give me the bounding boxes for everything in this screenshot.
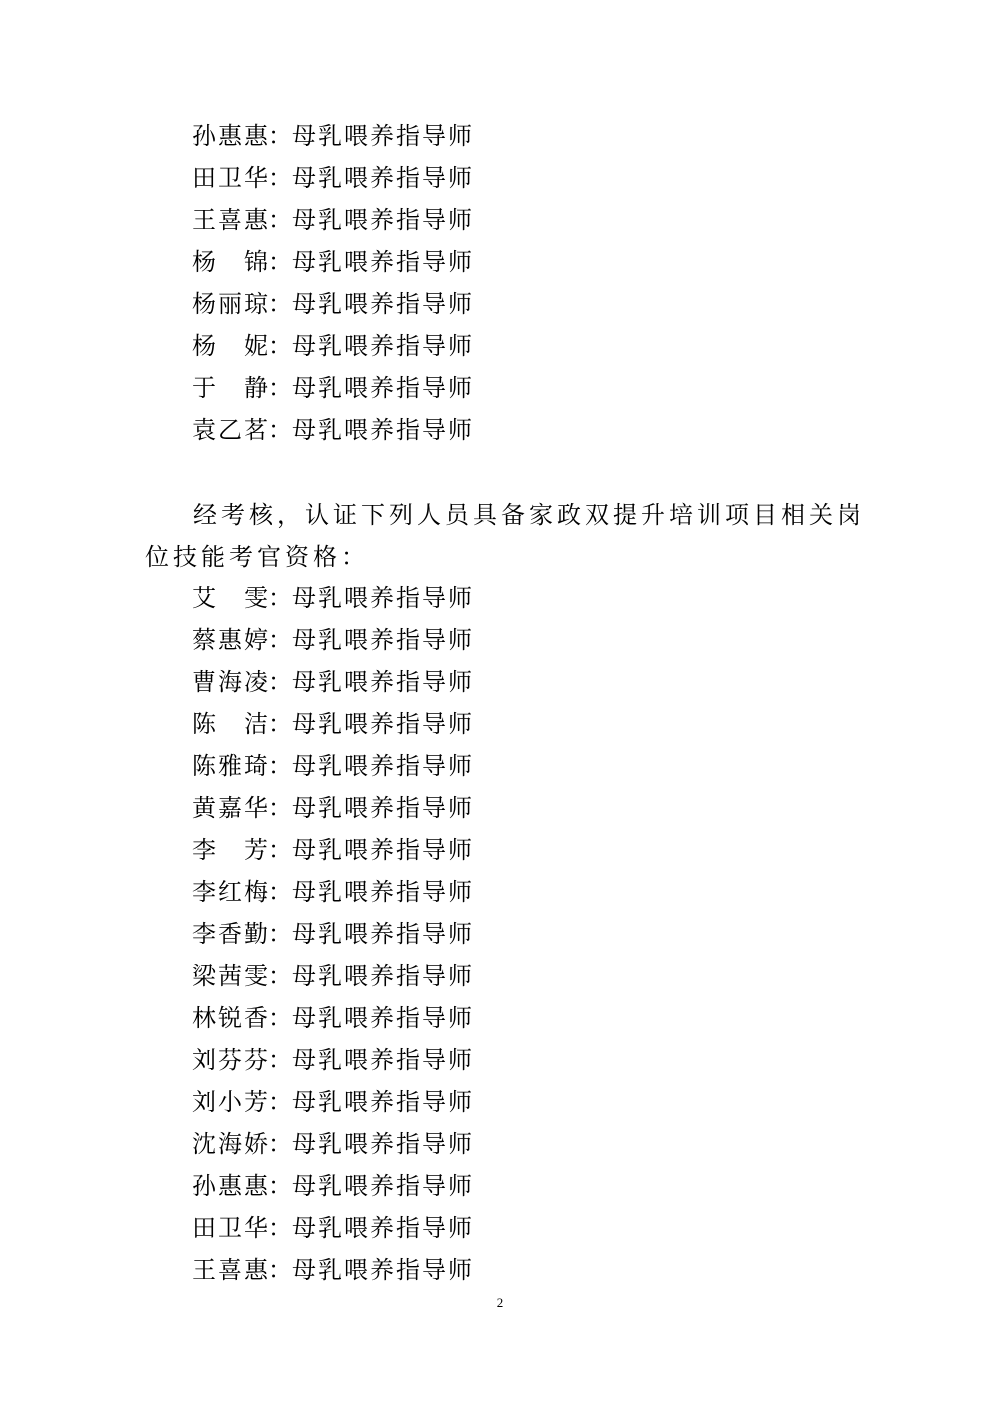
colon-separator: ： bbox=[268, 332, 292, 360]
list-item bbox=[192, 1081, 612, 1123]
colon-separator: ： bbox=[268, 626, 292, 654]
job-role: 母乳喂养指导师 bbox=[292, 584, 474, 612]
job-role: 母乳喂养指导师 bbox=[292, 1130, 474, 1158]
list-item bbox=[192, 199, 612, 241]
person-name: 田卫华 bbox=[192, 164, 268, 192]
job-role: 母乳喂养指导师 bbox=[292, 962, 474, 990]
person-name: 于静 bbox=[192, 374, 268, 402]
job-role: 母乳喂养指导师 bbox=[292, 1088, 474, 1116]
colon-separator: ： bbox=[268, 920, 292, 948]
page-number: 2 bbox=[496, 1295, 504, 1310]
list-item bbox=[192, 745, 612, 787]
person-name: 林锐香 bbox=[192, 1004, 268, 1032]
person-name: 曹海凌 bbox=[192, 668, 268, 696]
job-role: 母乳喂养指导师 bbox=[292, 248, 474, 276]
job-role: 母乳喂养指导师 bbox=[292, 332, 474, 360]
job-role: 母乳喂养指导师 bbox=[292, 122, 474, 150]
person-name: 袁乙茗 bbox=[192, 416, 268, 444]
list-item bbox=[192, 787, 612, 829]
colon-separator: ： bbox=[268, 1172, 292, 1200]
colon-separator: ： bbox=[268, 416, 292, 444]
job-role: 母乳喂养指导师 bbox=[292, 878, 474, 906]
list-item bbox=[192, 1039, 612, 1081]
person-name: 王喜惠 bbox=[192, 1256, 268, 1284]
job-role: 母乳喂养指导师 bbox=[292, 290, 474, 318]
list-item bbox=[192, 241, 612, 283]
colon-separator: ： bbox=[268, 1214, 292, 1242]
personnel-list-continued bbox=[192, 115, 612, 451]
list-item bbox=[192, 955, 612, 997]
colon-separator: ： bbox=[268, 122, 292, 150]
person-name: 刘芬芬 bbox=[192, 1046, 268, 1074]
person-name: 蔡惠婷 bbox=[192, 626, 268, 654]
colon-separator: ： bbox=[268, 878, 292, 906]
person-name: 陈雅琦 bbox=[192, 752, 268, 780]
person-name: 陈洁 bbox=[192, 710, 268, 738]
job-role: 母乳喂养指导师 bbox=[292, 752, 474, 780]
job-role: 母乳喂养指导师 bbox=[292, 836, 474, 864]
person-name: 杨妮 bbox=[192, 332, 268, 360]
job-role: 母乳喂养指导师 bbox=[292, 710, 474, 738]
list-item bbox=[192, 703, 612, 745]
job-role: 母乳喂养指导师 bbox=[292, 1172, 474, 1200]
list-item bbox=[192, 997, 612, 1039]
list-item bbox=[192, 409, 612, 451]
colon-separator: ： bbox=[268, 668, 292, 696]
job-role: 母乳喂养指导师 bbox=[292, 920, 474, 948]
job-role: 母乳喂养指导师 bbox=[292, 164, 474, 192]
person-name: 沈海娇 bbox=[192, 1130, 268, 1158]
colon-separator: ： bbox=[268, 374, 292, 402]
job-role: 母乳喂养指导师 bbox=[292, 794, 474, 822]
colon-separator: ： bbox=[268, 752, 292, 780]
list-item bbox=[192, 325, 612, 367]
list-item bbox=[192, 871, 612, 913]
person-name: 孙惠惠 bbox=[192, 1172, 268, 1200]
certification-paragraph bbox=[145, 494, 865, 578]
list-item bbox=[192, 367, 612, 409]
list-item bbox=[192, 661, 612, 703]
person-name: 李芳 bbox=[192, 836, 268, 864]
job-role: 母乳喂养指导师 bbox=[292, 374, 474, 402]
person-name: 孙惠惠 bbox=[192, 122, 268, 150]
list-item bbox=[192, 1165, 612, 1207]
job-role: 母乳喂养指导师 bbox=[292, 206, 474, 234]
colon-separator: ： bbox=[268, 836, 292, 864]
colon-separator: ： bbox=[268, 1004, 292, 1032]
person-name: 黄嘉华 bbox=[192, 794, 268, 822]
list-item bbox=[192, 829, 612, 871]
colon-separator: ： bbox=[268, 248, 292, 276]
list-item bbox=[192, 1249, 612, 1291]
examiner-list bbox=[192, 577, 612, 1291]
job-role: 母乳喂养指导师 bbox=[292, 668, 474, 696]
list-item bbox=[192, 913, 612, 955]
list-item bbox=[192, 619, 612, 661]
colon-separator: ： bbox=[268, 584, 292, 612]
list-item bbox=[192, 157, 612, 199]
colon-separator: ： bbox=[268, 206, 292, 234]
colon-separator: ： bbox=[268, 962, 292, 990]
colon-separator: ： bbox=[268, 794, 292, 822]
colon-separator: ： bbox=[268, 710, 292, 738]
list-item bbox=[192, 283, 612, 325]
person-name: 王喜惠 bbox=[192, 206, 268, 234]
list-item bbox=[192, 115, 612, 157]
person-name: 艾雯 bbox=[192, 584, 268, 612]
list-item bbox=[192, 1207, 612, 1249]
job-role: 母乳喂养指导师 bbox=[292, 416, 474, 444]
list-item bbox=[192, 577, 612, 619]
colon-separator: ： bbox=[268, 290, 292, 318]
person-name: 李香勤 bbox=[192, 920, 268, 948]
person-name: 杨丽琼 bbox=[192, 290, 268, 318]
job-role: 母乳喂养指导师 bbox=[292, 1046, 474, 1074]
job-role: 母乳喂养指导师 bbox=[292, 1256, 474, 1284]
job-role: 母乳喂养指导师 bbox=[292, 1214, 474, 1242]
person-name: 梁茜雯 bbox=[192, 962, 268, 990]
colon-separator: ： bbox=[268, 1130, 292, 1158]
person-name: 刘小芳 bbox=[192, 1088, 268, 1116]
person-name: 李红梅 bbox=[192, 878, 268, 906]
job-role: 母乳喂养指导师 bbox=[292, 1004, 474, 1032]
person-name: 杨锦 bbox=[192, 248, 268, 276]
colon-separator: ： bbox=[268, 1088, 292, 1116]
job-role: 母乳喂养指导师 bbox=[292, 626, 474, 654]
list-item bbox=[192, 1123, 612, 1165]
colon-separator: ： bbox=[268, 164, 292, 192]
person-name: 田卫华 bbox=[192, 1214, 268, 1242]
certification-text: 经考核，认证下列人员具备家政双提升培训项目相关岗位技能考官资格： bbox=[145, 501, 865, 571]
colon-separator: ： bbox=[268, 1256, 292, 1284]
colon-separator: ： bbox=[268, 1046, 292, 1074]
